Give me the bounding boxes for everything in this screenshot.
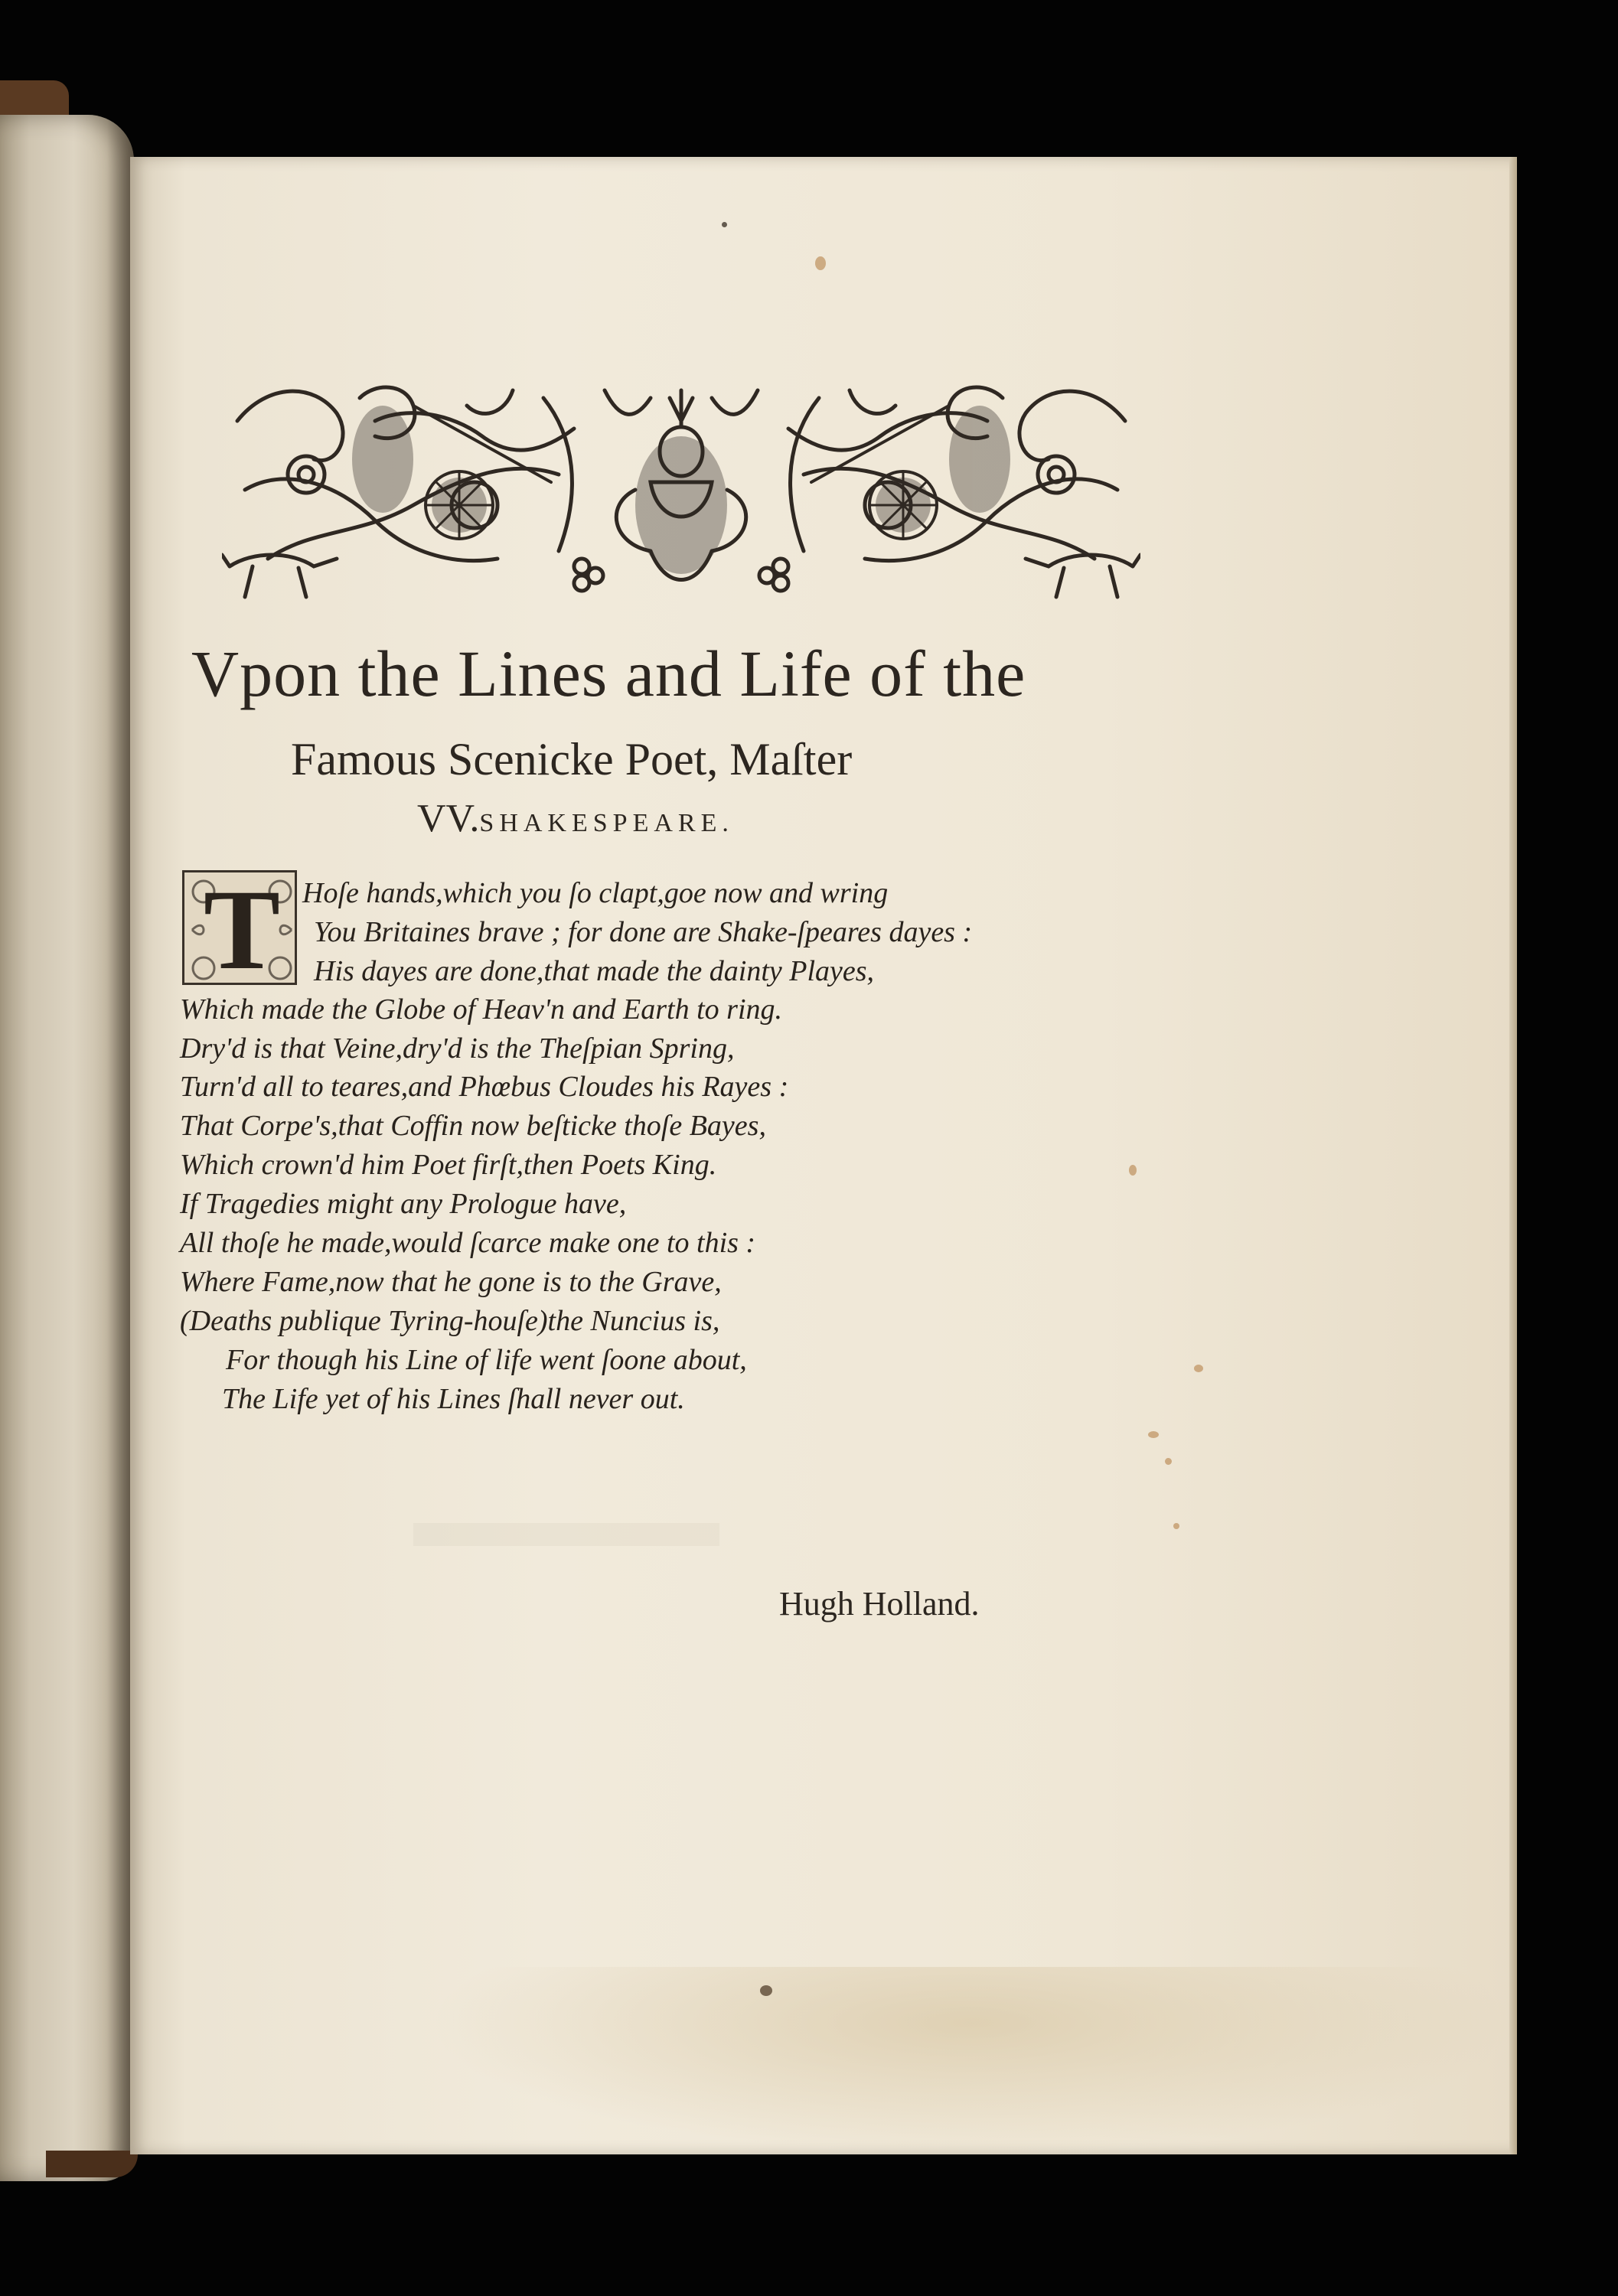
page-title-text: Vpon the Lines and Life of the — [191, 637, 1026, 710]
drop-cap-letter: T — [203, 870, 281, 985]
poet-initials: VV. — [417, 797, 480, 840]
foxing-spot — [1148, 1431, 1159, 1438]
poem-line: You Britaines brave ; for done are Shake-ſpeares dayes : — [314, 916, 973, 948]
poem-line: Where Fame,now that he gone is to the Grave, — [180, 1266, 722, 1298]
left-cover-bottom — [46, 2151, 138, 2177]
poem-line: Dry'd is that Veine,dry'd is the Theſpian Spring, — [180, 1032, 735, 1065]
poet-name — [417, 796, 734, 841]
right-page-edge — [1509, 157, 1517, 2154]
poem-line: Hoſe hands,which you ſo clapt,goe now and wring — [302, 877, 889, 909]
poem-line: The Life yet of his Lines ſhall never out. — [222, 1383, 685, 1415]
page-subtitle: Famous Scenicke Poet, Maſter — [291, 734, 853, 784]
author-signature: Hugh Holland. — [779, 1585, 980, 1623]
page-title — [191, 635, 1186, 712]
poem-line: All thoſe he made,would ſcarce make one to this : — [180, 1227, 756, 1259]
showthrough-mark — [413, 1523, 719, 1546]
foxing-spot — [722, 222, 727, 227]
water-stain — [429, 1967, 1515, 2154]
foxing-spot — [1165, 1458, 1172, 1465]
poem-line: If Tragedies might any Prologue have, — [180, 1188, 627, 1220]
poem-line: For though his Line of life went ſoone about, — [226, 1344, 747, 1376]
poem-line: Which crown'd him Poet firſt,then Poets King. — [180, 1149, 717, 1181]
poet-surname: SHAKESPEARE. — [479, 809, 734, 837]
foxing-spot — [815, 256, 826, 270]
foxing-spot — [1194, 1365, 1203, 1372]
poem-line: His dayes are done,that made the dainty Playes, — [314, 955, 875, 987]
poem-line: (Deaths publique Tyring-houſe)the Nuncius is, — [180, 1305, 720, 1337]
poem-line: That Corpe's,that Coffin now beſticke thoſe Bayes, — [180, 1110, 766, 1142]
poem-line: Which made the Globe of Heav'n and Earth to ring. — [180, 993, 782, 1026]
poem-line: Turn'd all to teares,and Phœbus Cloudes his Rayes : — [180, 1071, 789, 1103]
ornamental-headpiece-icon — [222, 375, 1140, 608]
foxing-spot — [1173, 1523, 1179, 1529]
foxing-spot — [760, 1985, 772, 1996]
left-page-edge — [0, 115, 134, 2181]
historiated-initial-icon — [182, 870, 297, 985]
foxing-spot — [1129, 1165, 1137, 1176]
